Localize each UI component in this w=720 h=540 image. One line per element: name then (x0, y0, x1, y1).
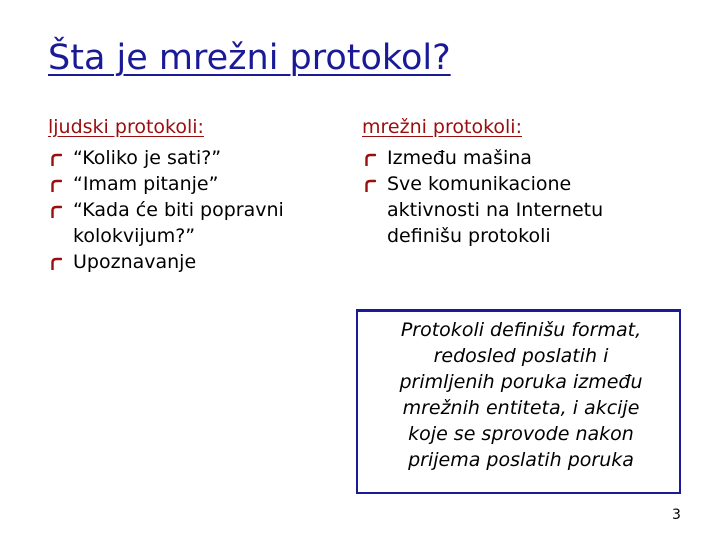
list-item-text: “Kada će biti popravni (73, 199, 284, 221)
list-item (48, 197, 338, 249)
callout-line: prijema poslatih poruka (408, 449, 634, 471)
list-item-text: definišu protokoli (387, 225, 551, 247)
list-item-text: Upoznavanje (73, 251, 197, 273)
definition-callout-box (356, 309, 681, 494)
bullet-icon (49, 205, 62, 218)
left-bullet-list (48, 145, 338, 275)
list-item-text: aktivnosti na Internetu (387, 199, 604, 221)
callout-line: primljenih poruka između (399, 371, 643, 393)
slide-title: Šta je mrežni protokol? (48, 38, 451, 78)
list-item-text: “Koliko je sati?” (73, 147, 222, 169)
callout-line: Protokoli definišu format, (400, 319, 642, 341)
bullet-icon (49, 257, 62, 270)
right-bullet-list (362, 145, 682, 249)
left-column-heading: ljudski protokoli: (48, 116, 204, 138)
callout-line: koje se sprovode nakon (408, 423, 634, 445)
bullet-icon (49, 153, 62, 166)
list-item (48, 145, 338, 171)
list-item (48, 171, 338, 197)
list-item (362, 171, 682, 249)
callout-line: mrežnih entiteta, i akcije (402, 397, 640, 419)
list-item-text: kolokvijum?” (73, 225, 196, 247)
bullet-icon (49, 179, 62, 192)
bullet-icon (363, 153, 376, 166)
callout-line: redosled poslatih i (433, 345, 609, 367)
list-item-text: Između mašina (387, 147, 532, 169)
right-column-heading: mrežni protokoli: (362, 116, 522, 138)
bullet-icon (363, 179, 376, 192)
list-item-text: “Imam pitanje” (73, 173, 219, 195)
list-item (48, 249, 338, 275)
callout-text (362, 317, 680, 473)
list-item-text: Sve komunikacione (387, 173, 572, 195)
list-item (362, 145, 682, 171)
page-number: 3 (672, 507, 681, 523)
